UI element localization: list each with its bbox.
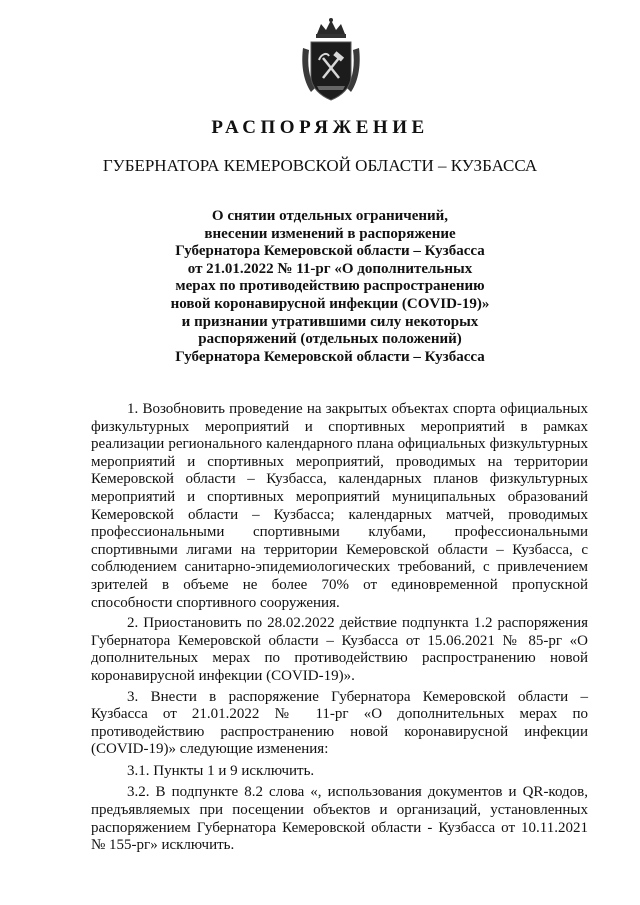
- title-line: мерах по противодействию распространению: [175, 278, 485, 295]
- title-line: Губернатора Кемеровской области – Кузбасса: [175, 243, 485, 260]
- issuer-line: ГУБЕРНАТОРА КЕМЕРОВСКОЙ ОБЛАСТИ – КУЗБАССА: [102, 156, 538, 175]
- document-body: [91, 401, 588, 855]
- document-title: [140, 208, 520, 366]
- paragraph-1: 1. Возобновить проведение на закрытых объектах спорта официальных физкультурных мероприятий и спортивных мероприятий в рамках реализации регионального календарного плана официальных физкультурных мероприятий и спортивных мероприятий, проводимых на территории Кемеровской области – Кузбасса, календарных планов физкультурных мероприятий и спортивных мероприятий муниципальных образований Кемеровской области – Кузбасса; календарных матчей, проводимых профессиональными спортивными клубами, профессиональными спортивными лигами на территории Кемеровской области – Кузбасса, с соблюдением санитарно-эпидемиологических требований, с привлечением зрителей в объеме не более 70% от единовременной пропускной способности спортивного сооружения.: [91, 401, 588, 611]
- title-line: от 21.01.2022 № 11-рг «О дополнительных: [187, 260, 473, 277]
- document-type: РАСПОРЯЖЕНИЕ: [211, 117, 429, 138]
- title-line: новой коронавирусной инфекции (COVID-19)»: [170, 295, 490, 312]
- paragraph-2: 2. Приостановить по 28.02.2022 действие подпункта 1.2 распоряжения Губернатора Кемеровской области – Кузбасса от 15.06.2021 № 85-рг «О дополнительных мерах по противодействию распространению новой коронавирусной инфекции (COVID-19)».: [91, 615, 588, 684]
- title-line: и признании утратившими силу некоторых: [181, 313, 479, 330]
- coat-of-arms-icon: [299, 14, 363, 104]
- subparagraph-3-1: 3.1. Пункты 1 и 9 исключить.: [127, 762, 315, 779]
- subparagraph-3-2: 3.2. В подпункте 8.2 слова «, использования документов и QR-кодов, предъявляемых при посещении объектов и организаций, установленных распоряжением Губернатора Кемеровской области - Кузбасса от 10.11.2021 № 155-рг» исключить.: [91, 784, 588, 854]
- title-line: О снятии отдельных ограничений,: [211, 208, 449, 224]
- title-line: распоряжений (отдельных положений): [198, 331, 462, 348]
- paragraph-3: 3. Внести в распоряжение Губернатора Кемеровской области – Кузбасса от 21.01.2022 № 11-рг «О дополнительных мерах по противодействию распространению новой коронавирусной инфекции (COVID-19)» следующие изменения:: [91, 688, 588, 758]
- title-line: Губернатора Кемеровской области – Кузбасса: [175, 348, 485, 365]
- title-line: внесении изменений в распоряжение: [204, 225, 456, 242]
